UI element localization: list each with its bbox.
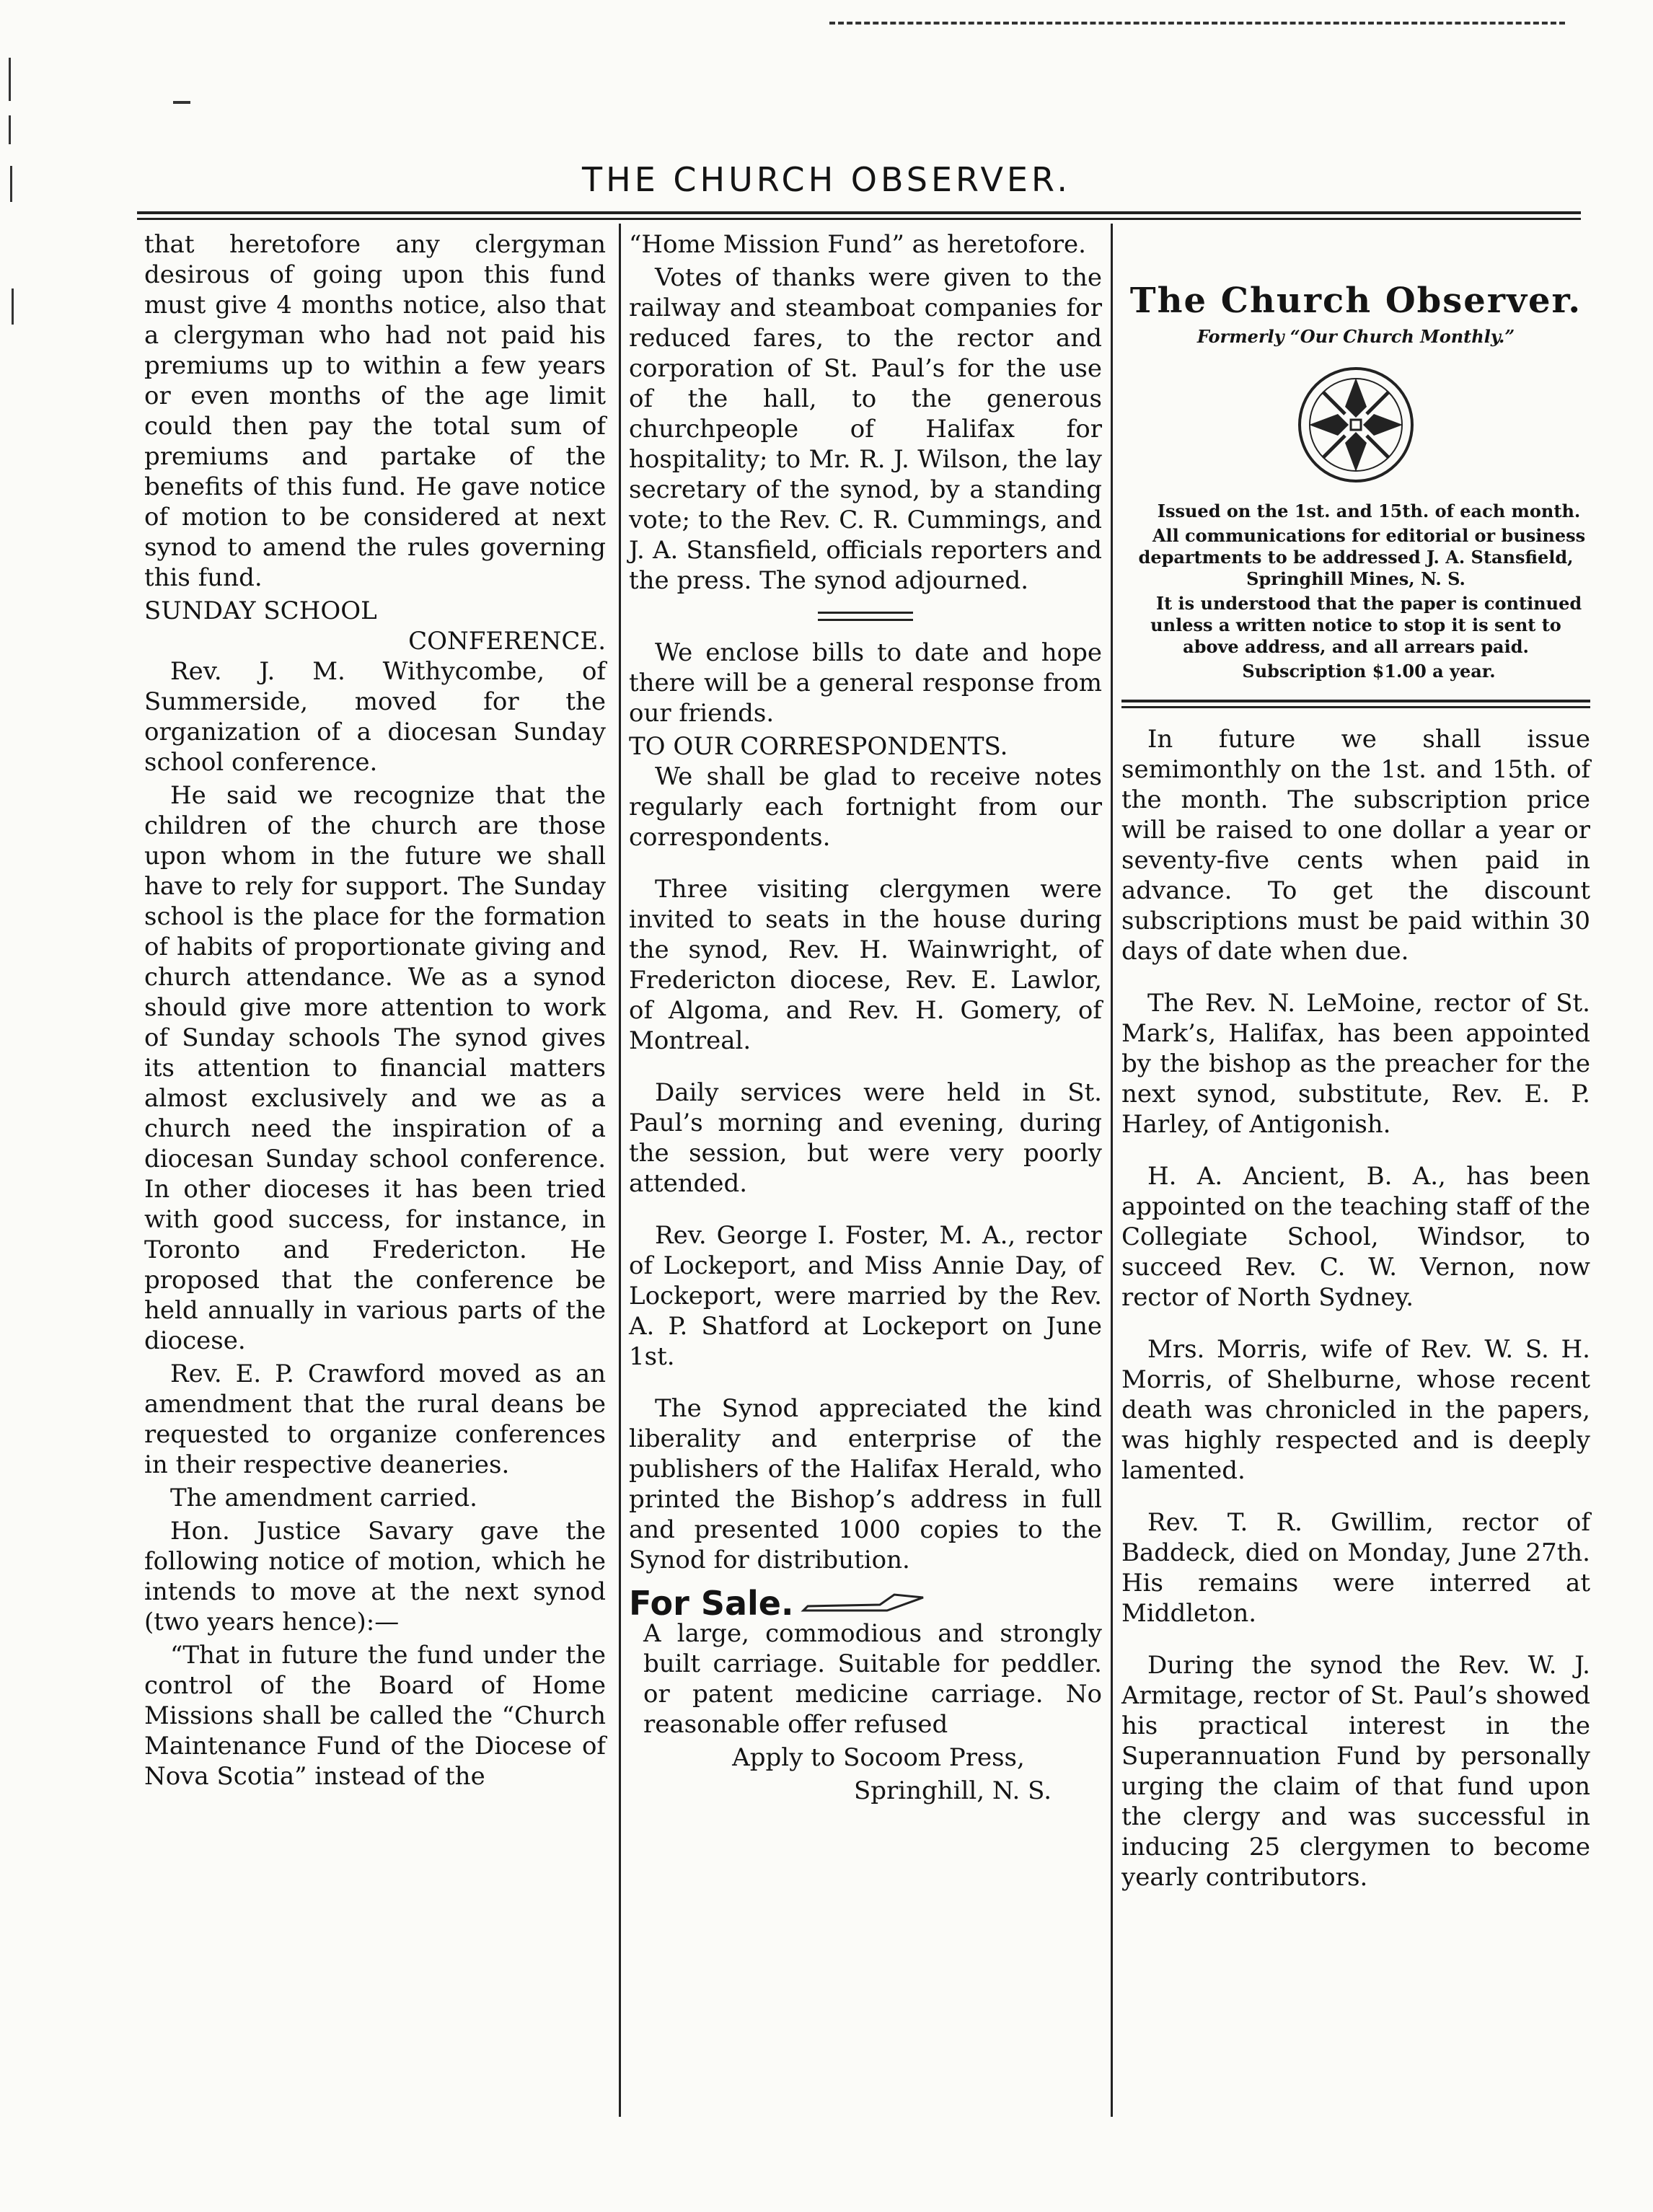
apply-line: Apply to Socoom Press, — [732, 1743, 1025, 1772]
article-paragraph: “That in future the fund under the control of the Board of Home Missions shall be called the “Church Maintenance Fund of the Diocese of Nova Scotia” instead of the — [144, 1641, 606, 1791]
section-heading: CONFERENCE. — [408, 627, 606, 656]
news-item: The Synod appreciated the kind liberality and enterprise of the publishers of the Halifax Herald, who printed the Bishop’s address in full and presented 1000 copies to the Synod for distribution. — [629, 1394, 1102, 1574]
publication-notice-box — [1121, 281, 1590, 682]
news-item: The Rev. N. LeMoine, rector of St. Mark’s, Halifax, has been appointed by the bishop as the preacher for the next synod, substitute, Rev. E. P. Harley, of Antigonish. — [1121, 989, 1590, 1139]
for-sale-heading — [629, 1584, 1102, 1623]
news-item: During the synod the Rev. W. J. Armitage, rector of St. Paul’s showed his practical interest in the Superannuation Fund by personally urging the claim of that fund upon the clergy and was successful in inducing 25 clergymen to become yearly contributors. — [1121, 1651, 1590, 1892]
news-item: Three visiting clergymen were invited to seats in the house during the synod, Rev. H. Wainwright, of Fredericton diocese, Rev. E. Lawlor, of Algoma, and Rev. H. Gomery, of Montreal. — [629, 875, 1102, 1055]
news-item: Daily services were held in St. Paul’s morning and evening, during the session, but were very poorly attended. — [629, 1078, 1102, 1198]
article-paragraph: In future we shall issue semimonthly on the 1st. and 15th. of the month. The subscription price will be raised to one dollar a year or seventy-five cents when paid in advance. To get the discount subscriptions must be paid within 30 days of date when due. — [1121, 725, 1590, 966]
box-rule — [1121, 700, 1590, 702]
section-heading: SUNDAY SCHOOL — [144, 596, 377, 625]
box-communications: All communications for editorial or business departments to be addressed J. A. Stansfield, Springhill Mines, N. S. — [1138, 525, 1586, 589]
for-sale-title: For Sale. — [629, 1584, 794, 1623]
box-rule — [1121, 706, 1590, 708]
box-issued: Issued on the 1st. and 15th. of each month. — [1157, 501, 1581, 521]
news-item: Mrs. Morris, wife of Rev. W. S. H. Morris, of Shelburne, whose recent death was chronicled in the papers, was highly respected and is deeply lamented. — [1121, 1335, 1590, 1485]
column-rule — [1111, 224, 1113, 2117]
article-paragraph: “Home Mission Fund” as heretofore. — [629, 230, 1086, 259]
ad-location: Springhill, N. S. — [853, 1776, 1052, 1805]
news-item: H. A. Ancient, B. A., has been appointed on the teaching staff of the Collegiate School, Windsor, to succeed Rev. C. W. Vernon, now rector of North Sydney. — [1121, 1162, 1590, 1312]
article-paragraph: We enclose bills to date and hope there will be a general response from our friends. — [629, 638, 1102, 728]
column-2 — [629, 229, 1102, 1809]
article-paragraph: The amendment carried. — [170, 1484, 477, 1512]
masthead-rule — [137, 218, 1581, 220]
box-title: The Church Observer. — [1129, 281, 1582, 321]
article-paragraph: Votes of thanks were given to the railway and steamboat companies for reduced fares, to the rector and corporation of St. Paul’s for the use of the hall, to the generous churchpeople of Halifax for hospitality; to Mr. R. J. Wilson, the lay secretary of the synod, by a standing vote; to the Rev. C. R. Cummings, and J. A. Stansfield, officials reporters and the press. The synod adjourned. — [629, 263, 1102, 595]
news-item: Rev. T. R. Gwillim, rector of Baddeck, died on Monday, June 27th. His remains were interred at Middleton. — [1121, 1508, 1590, 1628]
section-separator — [629, 606, 1102, 627]
article-paragraph: We shall be glad to receive notes regularly each fortnight from our correspondents. — [629, 762, 1102, 852]
news-item: Rev. George I. Foster, M. A., rector of Lockeport, and Miss Annie Day, of Lockeport, were married by the Rev. A. P. Shatford at Lockeport on June 1st. — [629, 1221, 1102, 1371]
column-rule — [619, 224, 621, 2117]
masthead-rule — [137, 211, 1581, 214]
for-sale-ad: A large, commodious and strongly built carriage. Suitable for peddler. or patent medicine carriage. No reasonable offer refused — [643, 1619, 1102, 1739]
section-heading: TO OUR CORRESPONDENTS. — [629, 732, 1008, 761]
pointing-hand-icon — [801, 1589, 930, 1618]
edge-mark — [173, 101, 190, 104]
column-3 — [1121, 229, 1590, 1895]
box-subscription: Subscription $1.00 a year. — [1242, 661, 1496, 682]
edge-mark — [9, 58, 11, 101]
masthead: THE CHURCH OBSERVER. — [582, 160, 1071, 199]
box-continuation: It is understood that the paper is continued unless a written notice to stop it is sent to above address, and all arrears paid. — [1150, 593, 1582, 657]
edge-mark — [9, 115, 11, 144]
column-1 — [144, 229, 606, 1794]
top-dashed-rule — [829, 22, 1565, 25]
article-paragraph: Rev. J. M. Withycombe, of Summerside, moved for the organization of a diocesan Sunday school conference. — [144, 657, 606, 777]
edge-mark — [12, 288, 14, 325]
article-paragraph: Hon. Justice Savary gave the following notice of motion, which he intends to move at the next synod (two years hence):— — [144, 1517, 606, 1636]
article-paragraph: that heretofore any clergyman desirous of going upon this fund must give 4 months notice, also that a clergyman who had not paid his premiums up to within a few years or even months of the age limit could then pay the total sum of premiums and partake of the benefits of this fund. He gave notice of motion to be considered at next synod to amend the rules governing this fund. — [144, 230, 606, 592]
box-subtitle: Formerly “Our Church Monthly.” — [1196, 326, 1515, 347]
article-paragraph: Rev. E. P. Crawford moved as an amendment that the rural deans be requested to organize conferences in their respective deaneries. — [144, 1360, 606, 1479]
article-paragraph: He said we recognize that the children of the church are those upon whom in the future we shall have to rely for support. The Sunday school is the place for the formation of habits of proportionate giving and church attendance. We as a synod should give more attention to work of Sunday schools The synod gives its attention to financial matters almost exclusively and we as a church need the inspiration of a diocesan Sunday school conference. In other dioceses it has been tried with good success, for instance, in Toronto and Fredericton. He proposed that the conference be held annually in various parts of the diocese. — [144, 781, 606, 1355]
cross-emblem-icon — [1295, 363, 1417, 486]
